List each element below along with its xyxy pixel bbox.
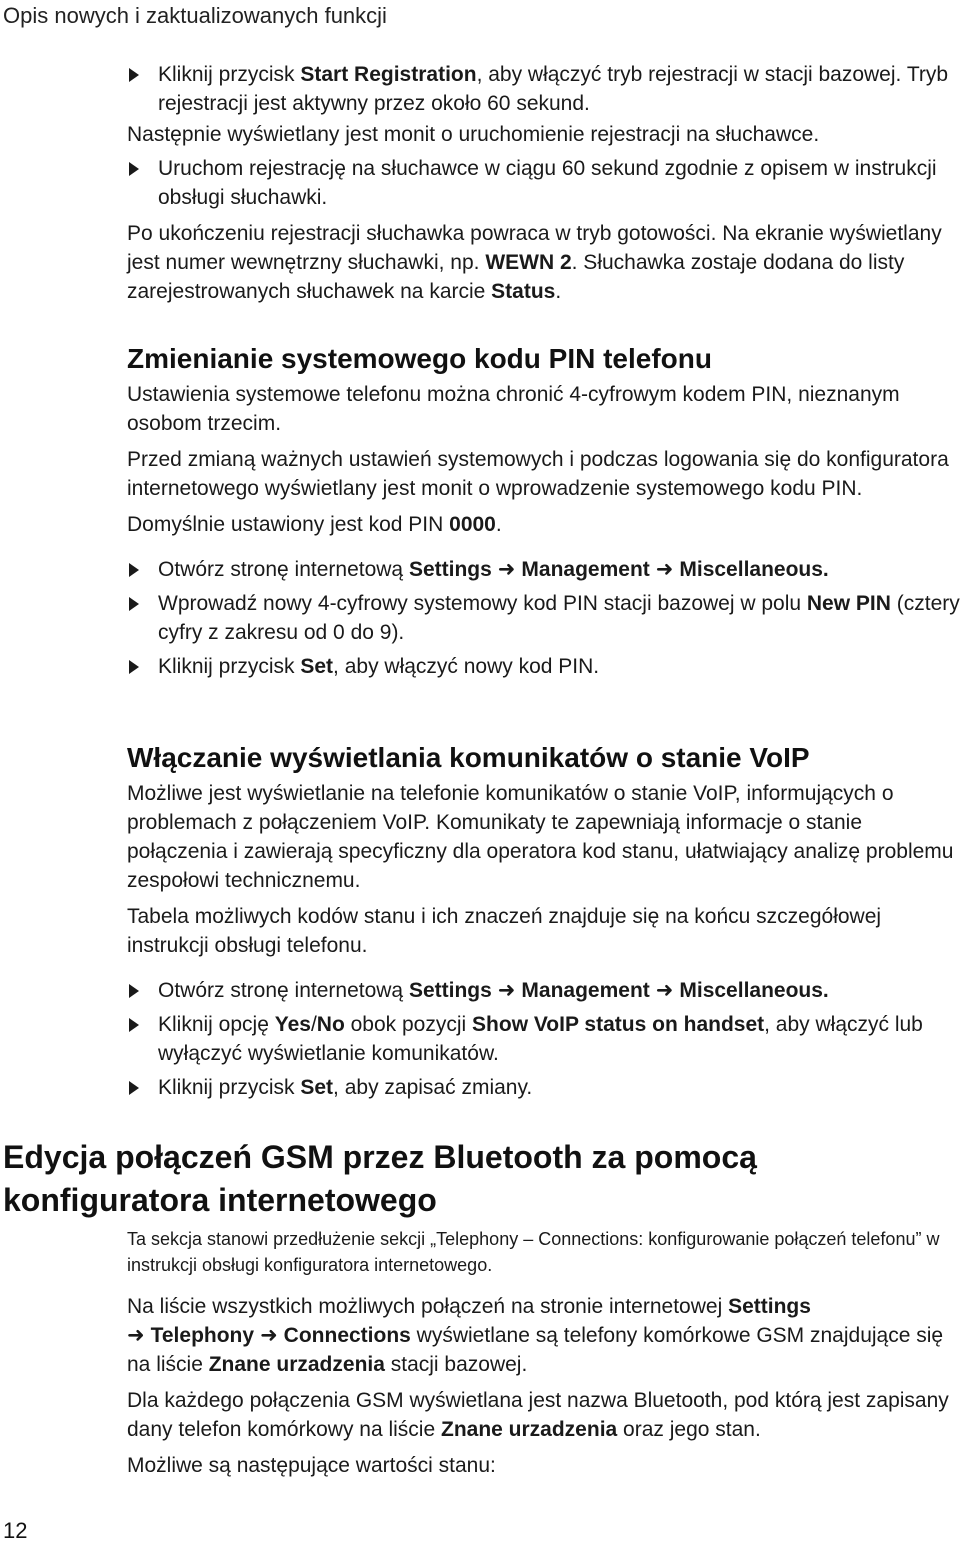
paragraph: Dla każdego połączenia GSM wyświetlana jest nazwa Bluetooth, pod którą jest zapisany dany telefon komórkowy na liście Znane urzadzenia oraz jego stan. [127, 1389, 949, 1441]
step-click-set: Kliknij przycisk Set, aby zapisać zmiany. [127, 1073, 960, 1102]
paragraph: Domyślnie ustawiony jest kod PIN 0000. [127, 513, 502, 536]
step-handset-registration: Uruchom rejestrację na słuchawce w ciągu 60 sekund zgodnie z opisem w instrukcji obsługi słuchawki. [127, 154, 960, 212]
arrow-right-icon: ➜ [497, 558, 516, 581]
paragraph: Na liście wszystkich możliwych połączeń na stronie internetowej Settings ➜ Telephony ➜ Connections wyświetlane są telefony komórkowe GSM znajdujące się na liście Znane urzadzenia stacji bazowej. [127, 1295, 944, 1376]
arrow-right-icon: ➜ [127, 1324, 145, 1347]
paragraph: Przed zmianą ważnych ustawień systemowych i podczas logowania się do konfiguratora internetowego wyświetlany jest monit o wprowadzenie systemowego kodu PIN. [127, 448, 949, 500]
paragraph: Następnie wyświetlany jest monit o uruchomienie rejestracji na słuchawce. [127, 123, 820, 146]
running-header: Opis nowych i zaktualizowanych funkcji [3, 3, 387, 28]
arrow-right-icon: ➜ [655, 558, 674, 581]
step-bullet-icon [129, 984, 139, 998]
step-start-registration: Kliknij przycisk Start Registration, aby włączyć tryb rejestracji w stacji bazowej. Tryb rejestracji jest aktywny przez około 60 sekund. [127, 60, 960, 118]
paragraph: Po ukończeniu rejestracji słuchawka powraca w tryb gotowości. Na ekranie wyświetlany jest numer wewnętrzny słuchawki, np. WEWN 2. Słuchawka zostaje dodana do listy zarejestrowanych słuchawek na karcie Status. [127, 222, 942, 303]
header-rule [0, 42, 960, 44]
step-open-settings: Otwórz stronę internetową Settings ➜ Management ➜ Miscellaneous. [127, 555, 960, 584]
step-toggle-voip-status: Kliknij opcję Yes/No obok pozycji Show VoIP status on handset, aby włączyć lub wyłączyć wyświetlanie komunikatów. [127, 1010, 960, 1068]
note-paragraph: Ta sekcja stanowi przedłużenie sekcji „Telephony – Connections: konfigurowanie połączeń telefonu” w instrukcji obsługi konfiguratora internetowego. [127, 1229, 940, 1275]
section-voip-status [127, 741, 960, 1102]
chapter-title: Edycja połączeń GSM przez Bluetooth za pomocą konfiguratora internetowego [3, 1139, 757, 1218]
step-bullet-icon [129, 1018, 139, 1032]
step-open-settings: Otwórz stronę internetową Settings ➜ Management ➜ Miscellaneous. [127, 976, 960, 1005]
section-pin [127, 342, 960, 681]
section-title: Włączanie wyświetlania komunikatów o stanie VoIP [127, 742, 810, 773]
ui-label: Start Registration [300, 63, 477, 86]
step-bullet-icon [129, 68, 139, 82]
page-number: 12 [3, 1518, 28, 1543]
step-bullet-icon [129, 1081, 139, 1095]
paragraph: Możliwe jest wyświetlanie na telefonie komunikatów o stanie VoIP, informujących o problemach z połączeniem VoIP. Komunikaty te zapewniają informacje o stanie połączenia i zawierają specyficzny dla operatora kod stanu, ułatwiający analizę problemu zespołowi technicznemu. [127, 782, 954, 892]
arrow-right-icon: ➜ [655, 979, 674, 1002]
step-bullet-icon [129, 660, 139, 674]
paragraph: Ustawienia systemowe telefonu można chronić 4-cyfrowym kodem PIN, nieznanym osobom trzecim. [127, 383, 900, 435]
step-bullet-icon [129, 597, 139, 611]
arrow-right-icon: ➜ [497, 979, 516, 1002]
step-click-set: Kliknij przycisk Set, aby włączyć nowy kod PIN. [127, 652, 960, 681]
registration-steps [127, 60, 960, 306]
paragraph: Tabela możliwych kodów stanu i ich znaczeń znajduje się na końcu szczegółowej instrukcji obsługi telefonu. [127, 905, 882, 957]
section-gsm-bluetooth [127, 1226, 960, 1480]
step-bullet-icon [129, 162, 139, 176]
step-enter-pin: Wprowadź nowy 4-cyfrowy systemowy kod PIN stacji bazowej w polu New PIN (cztery cyfry z zakresu od 0 do 9). [127, 589, 960, 647]
section-title: Zmienianie systemowego kodu PIN telefonu [127, 343, 712, 374]
step-bullet-icon [129, 563, 139, 577]
arrow-right-icon: ➜ [260, 1324, 278, 1347]
paragraph: Możliwe są następujące wartości stanu: [127, 1454, 496, 1477]
